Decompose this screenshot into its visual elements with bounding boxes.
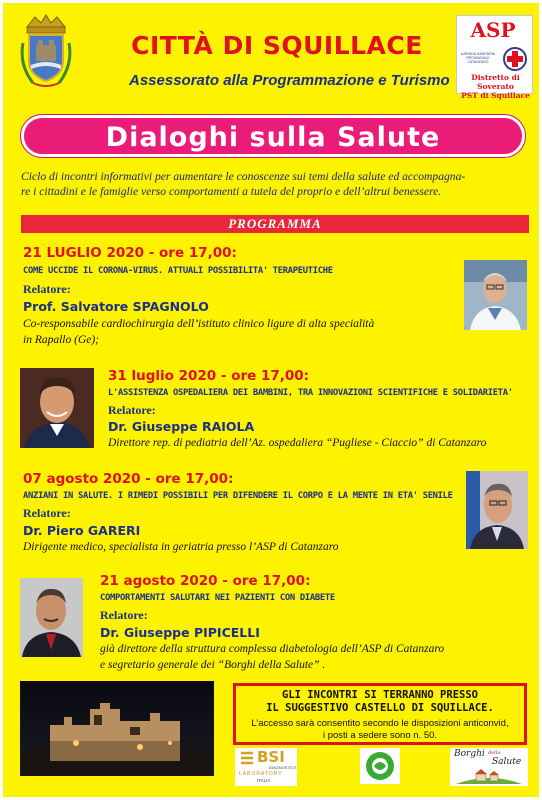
event-4-relatore-label: Relatore: — [100, 608, 148, 622]
notice-title-line2: IL SUGGESTIVO CASTELLO DI SQUILLACE. — [266, 702, 494, 714]
borghi-line1: Borghi — [454, 749, 485, 759]
borghi-della-salute-logo — [450, 748, 528, 786]
venue-notice — [233, 683, 527, 745]
event-4-speaker: Dr. Giuseppe PIPICELLI — [100, 625, 260, 640]
event-1-role-line1: Co-responsabile cardiochirurgia dell’istituto clinico ligure di alta specialità — [23, 318, 375, 330]
event-3-role: Dirigente medico, specialista in geriatria presso l’ASP di Catanzaro — [23, 541, 339, 553]
event-2-topic: L'ASSISTENZA OSPEDALIERA DEI BAMBINI, TRA INNOVAZIONI SCIENTIFICHE E SOLIDARIETA' — [108, 388, 513, 398]
asp-letters: ASP — [470, 18, 516, 42]
asp-district — [459, 73, 532, 100]
title-banner — [21, 115, 525, 157]
notice-title-line1: GLI INCONTRI SI TERRANNO PRESSO — [282, 689, 478, 701]
event-1-role-line2: in Rapallo (Ge); — [23, 334, 100, 346]
bsi-cross-icon — [239, 750, 257, 766]
bsi-logo — [235, 748, 297, 786]
event-3-date: 07 agosto 2020 - ore 17,00: — [23, 471, 234, 487]
borghi-line2: della — [488, 750, 501, 756]
event-2-date: 31 luglio 2020 - ore 17,00: — [108, 368, 310, 384]
event-4-topic: COMPORTAMENTI SALUTARI NEI PAZIENTI CON DIABETE — [100, 593, 335, 603]
intro-line1: Ciclo di incontri informativi per aumentare le conoscenze sui temi della salute ed accompagna- — [21, 170, 466, 183]
laurel-icon — [360, 748, 400, 784]
intro-text — [21, 169, 529, 199]
event-1-topic: COME UCCIDE IL CORONA-VIRUS. ATTUALI POSSIBILITA' TERAPEUTICHE — [23, 266, 333, 276]
bsi-name: BSI — [257, 748, 285, 766]
town-crest-icon — [19, 13, 73, 91]
speaker-photo-gareri — [466, 471, 528, 549]
event-2-speaker: Dr. Giuseppe RAIOLA — [108, 419, 255, 434]
asp-small-text: AZIENDA SANITARIA PROVINCIALE CATANZARO — [460, 52, 496, 64]
event-4-role — [100, 641, 530, 673]
event-2-role: Direttore rep. di pediatria dell’Az. ospedaliera “Pugliese - Ciaccio” di Catanzaro — [108, 437, 487, 449]
village-icon — [456, 768, 522, 784]
program-label: PROGRAMMA — [228, 216, 322, 231]
asp-cross-icon — [501, 46, 529, 72]
page-title: CITTÀ DI SQUILLACE — [131, 31, 423, 60]
asp-district-line2: PST di Squillace — [461, 91, 530, 100]
bsi-sub2: LABORATORY — [239, 771, 283, 777]
banner-text: Dialoghi sulla Salute — [105, 122, 441, 153]
program-bar — [21, 215, 529, 233]
notice-body — [236, 718, 524, 742]
event-4-date: 21 agosto 2020 - ore 17,00: — [100, 573, 311, 589]
borghi-line3: Salute — [492, 757, 522, 767]
event-3-topic: ANZIANI IN SALUTE. I RIMEDI POSSIBILI PER DIFENDERE IL CORPO E LA MENTE IN ETA' SENILE — [23, 491, 453, 501]
event-1-relatore-label: Relatore: — [23, 282, 71, 296]
event-4-role-line1: già direttore della struttura complessa diabetologia dell’ASP di Catanzaro — [100, 643, 445, 655]
event-1-speaker: Prof. Salvatore SPAGNOLO — [23, 299, 209, 314]
event-1-date: 21 LUGLIO 2020 - ore 17,00: — [23, 245, 237, 261]
bsi-sub1: DIAGNOSTICS — [269, 765, 297, 770]
event-3-relatore-label: Relatore: — [23, 506, 71, 520]
speaker-photo-pipicelli — [20, 578, 83, 657]
event-1-role — [23, 316, 443, 348]
page-subtitle: Assessorato alla Programmazione e Turismo — [129, 72, 450, 89]
asp-logo — [456, 15, 533, 100]
castle-icon — [20, 681, 214, 776]
notice-body-line1: L’accesso sarà consentito secondo le disposizioni anticonvid, — [251, 718, 509, 729]
event-2-relatore-label: Relatore: — [108, 403, 156, 417]
speaker-photo-raiola — [20, 368, 94, 448]
event-3-speaker: Dr. Piero GARERI — [23, 523, 141, 538]
speaker-photo-spagnolo — [464, 260, 527, 330]
event-4-role-line2: e segretario generale dei “Borghi della Salute” . — [100, 659, 326, 671]
bsi-sub3: ITALIA — [257, 778, 271, 783]
notice-body-line2: i posti a sedere sono n. 50. — [322, 730, 438, 741]
green-association-logo — [360, 748, 400, 784]
asp-district-line1: Distretto di Soverato — [471, 73, 520, 91]
intro-line2: re i cittadini e le famiglie verso comportamenti a tutela del proprio e dell’altrui benessere. — [21, 185, 442, 198]
notice-title — [236, 689, 524, 715]
